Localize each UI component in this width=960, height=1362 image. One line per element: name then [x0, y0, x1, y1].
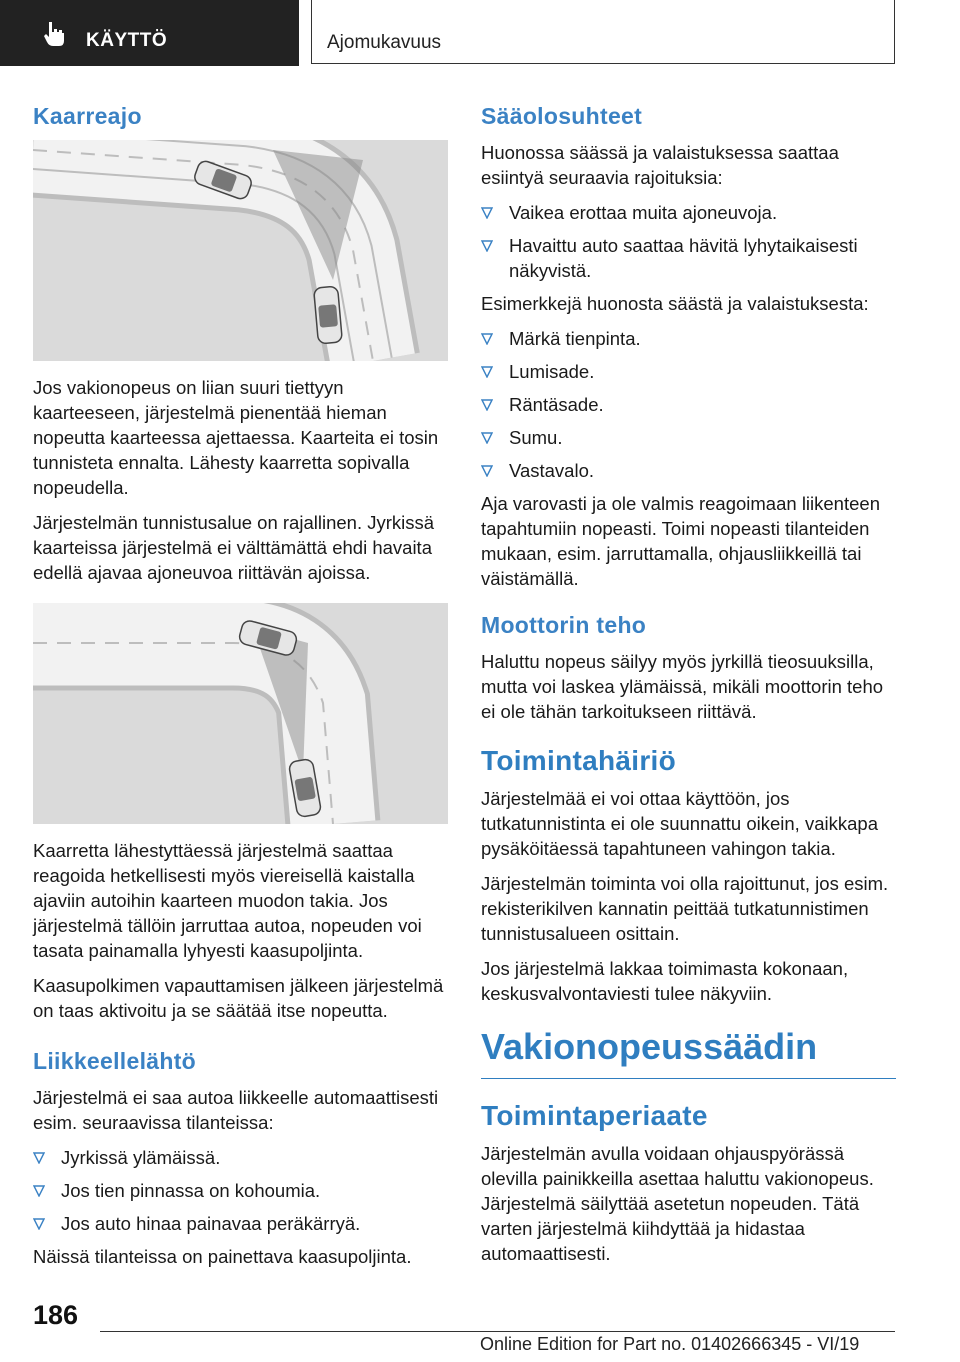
triangle-bullet-icon [481, 207, 493, 219]
list-item: Jos tien pinnassa on kohoumia. [33, 1178, 448, 1203]
list-item: Sumu. [481, 425, 896, 450]
weather-examples-list [481, 326, 896, 483]
triangle-bullet-icon [481, 432, 493, 444]
heading-vakionopeussaadin: Vakionopeussäädin [481, 1024, 896, 1079]
heading-moottorin-teho: Moottorin teho [481, 612, 647, 638]
section-title: KÄYTTÖ [86, 30, 168, 51]
right-column [481, 100, 896, 1276]
paragraph: Järjestelmän tunnistusalue on rajallinen. Jyrkissä kaarteissa järjestelmä ei välttämättä ehdi havaita edellä ajavaa ajoneuvoa riittävän ajoissa. [33, 512, 435, 583]
page-number: 186 [33, 1300, 79, 1330]
triangle-bullet-icon [33, 1152, 45, 1164]
triangle-bullet-icon [33, 1218, 45, 1230]
list-item: Jos auto hinaa painavaa peräkärryä. [33, 1211, 448, 1236]
list-item: Märkä tienpinta. [481, 326, 896, 351]
paragraph: Järjestelmä ei saa autoa liikkeelle automaattisesti esim. seuraavissa tilanteissa: [33, 1087, 439, 1133]
heading-liikkeellelahto: Liikkeellelähtö [33, 1048, 197, 1074]
section-tab [0, 0, 299, 66]
left-column [33, 100, 448, 1279]
triangle-bullet-icon [33, 1185, 45, 1197]
weather-limitations-list [481, 200, 896, 283]
heading-kaarreajo: Kaarreajo [33, 103, 142, 129]
paragraph: Aja varovasti ja ole valmis reagoimaan liikenteen tapahtumiin nopeasti. Toimi nopeasti tilanteiden mukaan, esim. jarruttamalla, ohjausliikkeillä tai väistämällä. [481, 493, 880, 589]
hand-pointer-icon [40, 20, 68, 53]
paragraph: Jos järjestelmä lakkaa toimimasta kokonaan, keskusvalvontaviesti tulee näkyviin. [481, 958, 849, 1004]
triangle-bullet-icon [481, 333, 493, 345]
list-item: Räntäsade. [481, 392, 896, 417]
paragraph: Jos vakionopeus on liian suuri tiettyyn kaarteeseen, järjestelmä pienentää hieman nopeutta kaarteessa ajettaessa. Kaarteita ei tosin tunnisteta ennalta. Lähesty kaarretta sopivalla nopeudella. [33, 377, 439, 498]
paragraph: Huonossa säässä ja valaistuksessa saattaa esiintyä seuraavia rajoituksia: [481, 142, 839, 188]
heading-toimintaperiaate: Toimintaperiaate [481, 1100, 708, 1131]
list-item: Jyrkissä ylämäissä. [33, 1145, 448, 1170]
paragraph: Kaasupolkimen vapauttamisen jälkeen järjestelmä on taas aktivoitu ja se säätää itse nopeutta. [33, 975, 444, 1021]
paragraph: Näissä tilanteissa on painettava kaasupoljinta. [33, 1246, 412, 1267]
list-item: Vaikea erottaa muita ajoneuvoja. [481, 200, 896, 225]
list-item: Vastavalo. [481, 458, 896, 483]
triangle-bullet-icon [481, 240, 493, 252]
paragraph: Järjestelmän avulla voidaan ohjauspyörässä olevilla painikkeilla asettaa haluttu vakionopeus. Järjestelmä säilyttää asetetun nopeuden. Tätä varten järjestelmä kiihdyttää ja hidastaa automaattisesti. [481, 1143, 874, 1264]
triangle-bullet-icon [481, 465, 493, 477]
triangle-bullet-icon [481, 366, 493, 378]
footer-rule [100, 1331, 895, 1332]
paragraph: Järjestelmää ei voi ottaa käyttöön, jos tutkatunnistinta ei ole suunnattu oikein, vaikkapa pysäköitäessä tapahtuneen vahingon takia. [481, 788, 878, 859]
heading-saaolosuhteet: Sääolosuhteet [481, 103, 643, 129]
car-icon [314, 286, 343, 344]
paragraph: Järjestelmän toiminta voi olla rajoittunut, jos esim. rekisterikilven kannatin peittää tutkatunnistimen tunnistusalueen osittain. [481, 873, 889, 944]
paragraph: Esimerkkejä huonosta säästä ja valaistuksesta: [481, 293, 869, 314]
chapter-tab [311, 0, 895, 64]
list-item: Lumisade. [481, 359, 896, 384]
chapter-title: Ajomukavuus [327, 32, 442, 53]
paragraph: Kaarretta lähestyttäessä järjestelmä saattaa reagoida hetkellisesti myös viereisellä kaistalla ajaviin autoihin kaarteen muodon takia. Jos järjestelmä tällöin jarruttaa autoa, nopeuden voi tasata painamalla lyhyesti kaasupoljinta. [33, 840, 422, 961]
curve-diagram-1 [33, 140, 448, 361]
heading-toimintahairio: Toimintahäiriö [481, 745, 677, 776]
edition-note: Online Edition for Part no. 01402666345 - VI/19 [480, 1334, 860, 1354]
list-item: Havaittu auto saattaa hävitä lyhytaikaisesti näkyvistä. [481, 233, 896, 283]
paragraph: Haluttu nopeus säilyy myös jyrkillä tieosuuksilla, mutta voi laskea ylämäissä, mikäli moottorin teho ei ole tähän tarkoitukseen riittävä. [481, 651, 884, 722]
start-conditions-list [33, 1145, 448, 1236]
curve-diagram-2 [33, 603, 448, 824]
triangle-bullet-icon [481, 399, 493, 411]
